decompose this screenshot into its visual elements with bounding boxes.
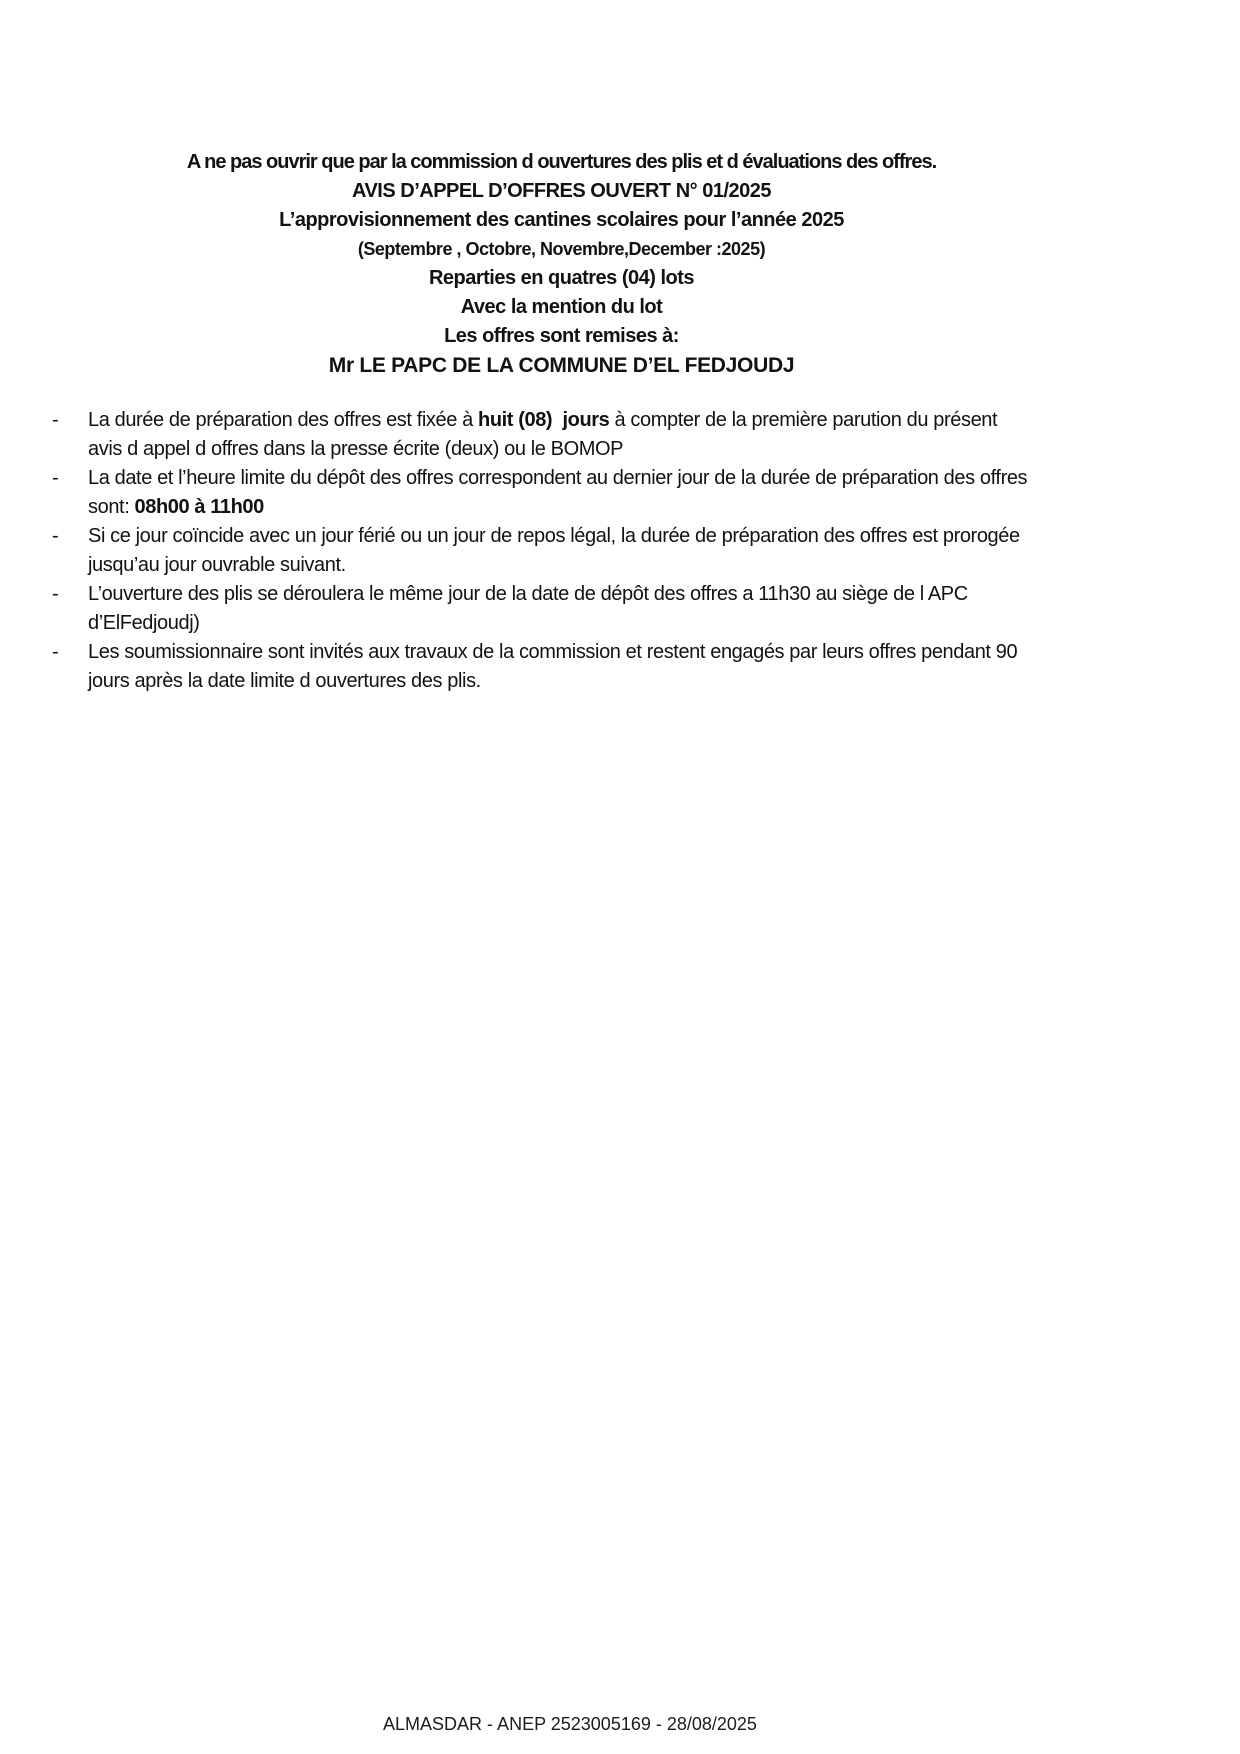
text-segment: huit (08) jours [478, 409, 610, 431]
list-item [52, 638, 1035, 696]
list-item-text [88, 638, 1035, 696]
text-segment: La date et l’heure limite du dépôt des offres correspondent au dernier jour de la durée de préparation des offres sont: [88, 467, 1033, 518]
list-item-text [88, 580, 1035, 638]
text-segment: L’ouverture des plis se déroulera le même jour de la date de dépôt des offres a 11h30 au siège de l APC d’ElFedjoudj) [88, 583, 973, 634]
document-header [88, 0, 1035, 380]
header-line: Les offres sont remises à: [444, 325, 679, 347]
list-item [52, 522, 1035, 580]
header-line: L’approvisionnement des cantines scolaires pour l’année 2025 [279, 209, 844, 231]
header-line: A ne pas ouvrir que par la commission d ouvertures des plis et d évaluations des offres. [186, 151, 937, 173]
bullet-marker: - [52, 525, 59, 547]
text-segment: 08h00 à 11h00 [134, 496, 264, 518]
list-item [52, 406, 1035, 464]
list-item [52, 464, 1035, 522]
list-item [52, 580, 1035, 638]
text-segment: Les soumissionnaire sont invités aux travaux de la commission et restent engagés par leurs offres pendant 90 jours après la date limite d ouvertures des plis. [88, 641, 1023, 692]
header-line: (Septembre , Octobre, Novembre,December :2025) [357, 239, 766, 259]
bullet-marker: - [52, 641, 59, 663]
notice-list [52, 406, 1035, 696]
text-segment: La durée de préparation des offres est fixée à [88, 409, 478, 431]
bullet-marker: - [52, 583, 59, 605]
bullet-marker: - [52, 467, 59, 489]
list-item-text [88, 406, 1035, 464]
header-line: Mr LE PAPC DE LA COMMUNE D’EL FEDJOUDJ [328, 354, 795, 377]
header-line: Avec la mention du lot [460, 296, 663, 318]
text-segment: à compter de la première parution du présent avis d appel d offres dans la presse écrite (deux) ou le BOMOP [88, 409, 1003, 460]
header-line: AVIS D’APPEL D’OFFRES OUVERT N° 01/2025 [352, 180, 771, 202]
list-item-text [88, 522, 1035, 580]
header-line: Reparties en quatres (04) lots [428, 267, 695, 289]
list-item-text [88, 464, 1035, 522]
bullet-marker: - [52, 409, 59, 431]
text-segment: Si ce jour coïncide avec un jour férié ou un jour de repos légal, la durée de préparation des offres est prorogée jusqu’au jour ouvrable suivant. [88, 525, 1025, 576]
footer-anep-line: ALMASDAR - ANEP 2523005169 - 28/08/2025 [383, 1714, 757, 1734]
